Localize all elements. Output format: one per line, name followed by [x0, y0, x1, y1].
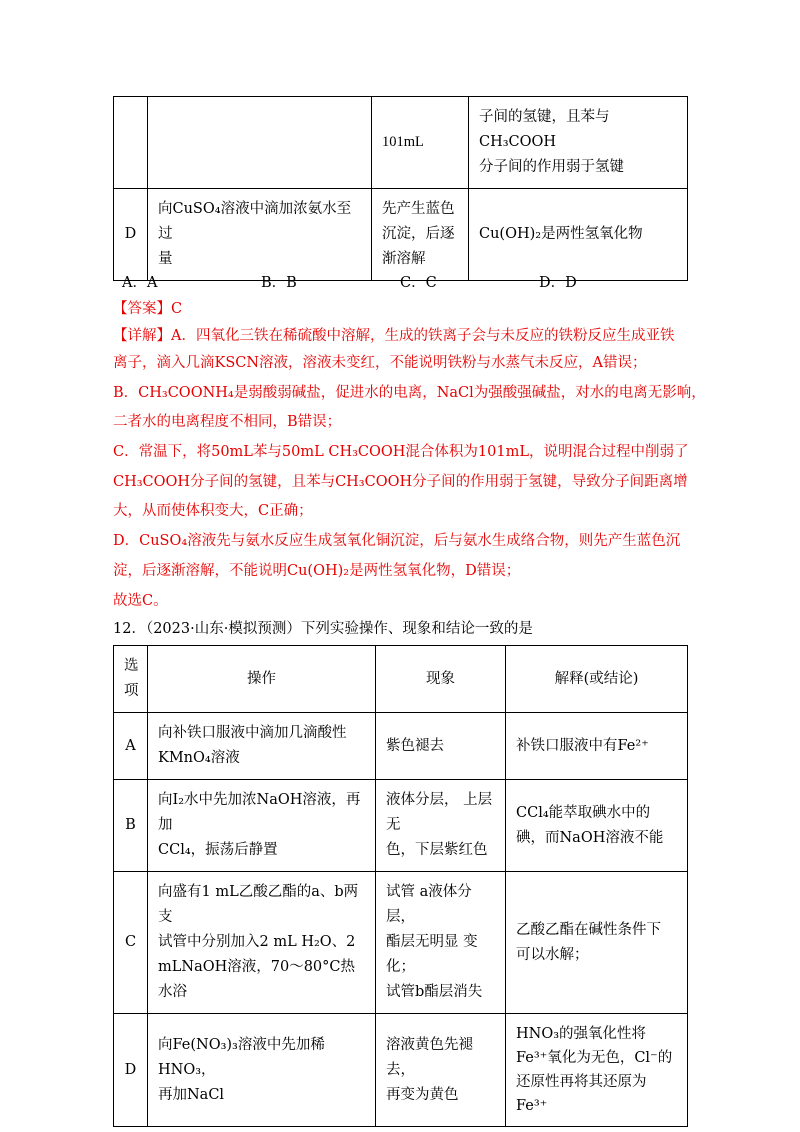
phenomenon-cell — [376, 872, 506, 1014]
conclusion-line: 乙酸乙酯在碱性条件下 — [516, 921, 661, 938]
row-label: D — [114, 189, 148, 281]
operation-line: mLNaOH溶液，70～80°C热水浴 — [158, 959, 355, 1000]
option-b: B．B — [261, 275, 297, 291]
option-d: D．D — [539, 275, 577, 291]
conclusion-cell — [506, 1014, 688, 1127]
operation-line: 再加NaCl — [158, 1086, 225, 1103]
phenomenon-cell — [372, 189, 469, 281]
header-option — [114, 646, 148, 713]
table-row — [114, 97, 688, 189]
header-operation: 操作 — [148, 646, 376, 713]
operation-line: 向Fe(NO₃)₃溶液中先加稀HNO₃， — [158, 1036, 325, 1078]
operation-line: 向补铁口服液中滴加几滴酸性 — [158, 725, 347, 741]
question-12-stem: 12．（2023·山东·模拟预测）下列实验操作、现象和结论一致的是 — [113, 621, 533, 637]
phenomenon-line: 色，下层紫红色 — [386, 842, 488, 858]
operation-line: 量 — [158, 251, 173, 267]
conclusion-cell — [506, 713, 688, 780]
phenomenon-line: 再变为黄色 — [386, 1086, 459, 1103]
operation-cell — [148, 713, 376, 780]
operation-cell — [148, 780, 376, 872]
explanation-line: 淀，后逐渐溶解，不能说明Cu(OH)₂是两性氢氧化物，D错误； — [113, 563, 521, 579]
phenomenon-line: 先产生蓝色 — [382, 201, 455, 217]
operation-line: 向I₂水中先加浓NaOH溶液，再加 — [158, 792, 361, 833]
operation-line: 向CuSO₄溶液中滴加浓氨水至过 — [158, 201, 352, 242]
operation-line: KMnO₄溶液 — [158, 750, 240, 766]
row-label — [114, 97, 148, 189]
phenomenon-cell — [376, 713, 506, 780]
phenomenon-line: 试管b酯层消失 — [386, 984, 483, 1000]
operation-cell — [148, 97, 372, 189]
phenomenon-line: 紫色褪去 — [386, 737, 444, 754]
explanation-line: C．常温下，将50mL苯与50mL CH₃COOH混合体积为101mL，说明混合过程中削弱了 — [113, 444, 689, 460]
answer: 【答案】C — [113, 301, 183, 317]
phenomenon-line: 酯层无明显 变化； — [386, 934, 478, 975]
operation-line: CCl₄，振荡后静置 — [158, 842, 278, 858]
operation-cell — [148, 1014, 376, 1127]
conclusion-line: 可以水解； — [516, 946, 589, 963]
conclusion-line: HNO₃的强氧化性将 — [516, 1026, 647, 1042]
option-a: A．A — [122, 275, 158, 291]
conclusion-line: 分子间的作用弱于氢键 — [479, 159, 624, 175]
conclusion-line: Fe³⁺ — [516, 1098, 548, 1114]
conclusion-cell — [469, 97, 688, 189]
q12-table — [113, 645, 688, 1127]
conclusion-line: CCl₄能萃取碘水中的 — [516, 804, 651, 821]
header-option-line: 项 — [124, 683, 139, 699]
conclusion-line: Fe³⁺氧化为无色，Cl⁻的 — [516, 1050, 673, 1066]
conclusion-cell — [506, 780, 688, 872]
conclusion-line: 补铁口服液中有Fe²⁺ — [516, 737, 649, 754]
explanation-line: CH₃COOH分子间的氢键，且苯与CH₃COOH分子间的作用弱于氢键，导致分子间距离增 — [113, 474, 688, 490]
explanation-line: D．CuSO₄溶液先与氨水反应生成氢氧化铜沉淀，后与氨水生成络合物，则先产生蓝色沉 — [113, 533, 681, 549]
conclusion-line: 碘，而NaOH溶液不能 — [516, 829, 664, 846]
phenomenon-line: 试管 a液体分层， — [386, 884, 472, 925]
table-row — [114, 1014, 688, 1127]
header-conclusion: 解释(或结论) — [506, 646, 688, 713]
phenomenon-cell — [376, 1014, 506, 1127]
phenomenon-cell — [376, 780, 506, 872]
row-label: A — [114, 713, 148, 780]
conclusion-line: 子间的氢键，且苯与CH₃COOH — [479, 109, 610, 150]
table-row — [114, 872, 688, 1014]
table-header-row — [114, 646, 688, 713]
phenomenon-cell: 101mL — [372, 97, 469, 189]
explanation-line: B．CH₃COONH₄是弱酸弱碱盐，促进水的电离，NaCl为强酸强碱盐，对水的电离无影响， — [113, 385, 706, 401]
conclusion-cell: Cu(OH)₂是两性氢氧化物 — [469, 189, 688, 281]
operation-cell — [148, 872, 376, 1014]
operation-cell — [148, 189, 372, 281]
phenomenon-line: 溶液黄色先褪去， — [386, 1036, 473, 1078]
conclusion-cell — [506, 872, 688, 1014]
header-option-line: 选 — [124, 658, 139, 674]
table-row — [114, 780, 688, 872]
explanation-line: 【详解】A．四氧化三铁在稀硫酸中溶解，生成的铁离子会与未反应的铁粉反应生成亚铁 — [113, 328, 675, 344]
explanation-line: 二者水的电离程度不相同，B错误； — [113, 414, 342, 430]
explanation-line: 离子，滴入几滴KSCN溶液，溶液未变红，不能说明铁粉与水蒸气未反应，A错误； — [113, 355, 647, 371]
phenomenon-line: 渐溶解 — [382, 251, 426, 267]
explanation-line: 大，从而使体积变大，C正确； — [113, 503, 313, 519]
table-row — [114, 189, 688, 281]
phenomenon-line: 液体分层， 上层无 — [386, 792, 493, 833]
option-c: C．C — [400, 275, 437, 291]
phenomenon-line: 沉淀，后逐 — [382, 226, 455, 242]
conclusion-line: 还原性再将其还原为 — [516, 1074, 647, 1090]
table-row — [114, 713, 688, 780]
row-label: B — [114, 780, 148, 872]
row-label: D — [114, 1014, 148, 1127]
operation-line: 向盛有1 mL乙酸乙酯的a、b两支 — [158, 884, 359, 925]
row-label: C — [114, 872, 148, 1014]
q11-table — [113, 96, 688, 281]
operation-line: 试管中分别加入2 mL H₂O、2 — [158, 934, 356, 950]
header-phenomenon: 现象 — [376, 646, 506, 713]
explanation-line: 故选C。 — [113, 593, 168, 609]
